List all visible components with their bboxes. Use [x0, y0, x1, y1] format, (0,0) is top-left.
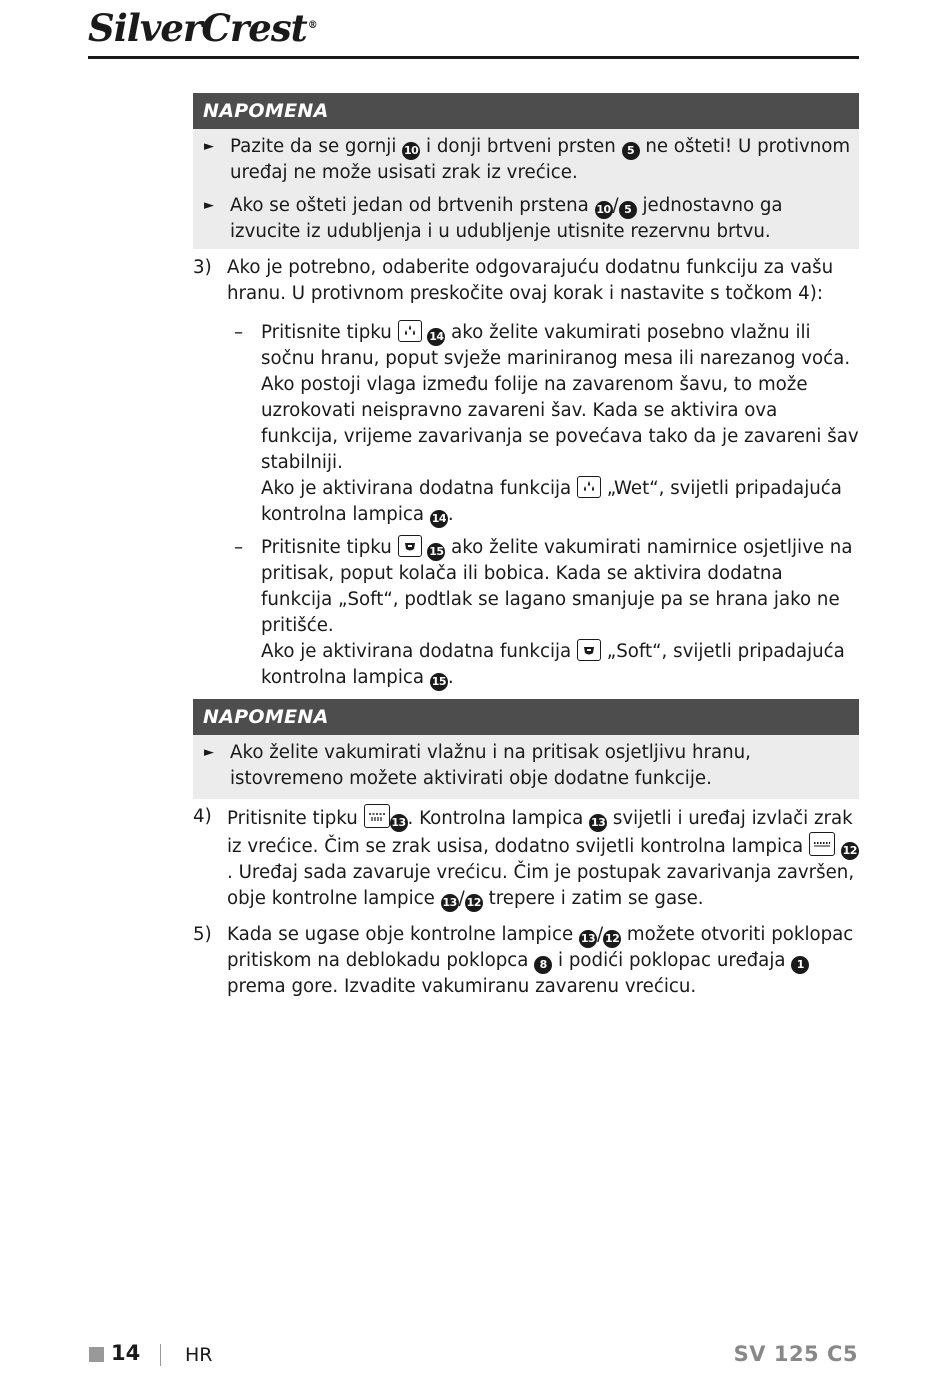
note-text: ne ošteti! U protivnom uređaj ne može usisati zrak iz vrećice.: [230, 136, 851, 183]
step-5: [193, 922, 859, 1000]
reference-number: 5: [619, 201, 637, 219]
step-text: Kada se ugase obje kontrolne lampice: [227, 924, 574, 945]
page-content: [193, 93, 859, 1000]
language-code: HR: [185, 1344, 213, 1366]
triangle-right-icon: ►: [204, 198, 214, 213]
sub-text: „Wet“, svijetli pripadajuća kontrolna lampica: [261, 478, 842, 525]
sub-text: ako želite vakumirati posebno vlažnu ili sočnu hranu, poput svježe mariniranog mesa ili narezanog voća.: [261, 322, 851, 369]
note-text: Ako se ošteti jedan od brtvenih prstena: [230, 195, 589, 216]
sub-text: Pritisnite tipku: [261, 322, 392, 343]
note-title: NAPOMENA: [193, 93, 859, 129]
step-text: Ako je potrebno, odaberite odgovarajuću dodatnu funkciju za vašu hranu. U protivnom preskočite ovaj korak i nastavite s točkom 4):: [227, 257, 834, 304]
note-text: jednostavno ga izvucite iz udubljenja i u udubljenje utisnite rezervnu brtvu.: [230, 195, 783, 242]
footer-divider: [160, 1344, 161, 1366]
water-drops-icon: [577, 476, 601, 498]
sub-text: Ako je aktivirana dodatna funkcija: [261, 478, 572, 499]
sub-text: Ako postoji vlaga između folije na zavarenom šavu, to može uzrokovati neispravno zavareni šav. Kada se aktivira ova funkcija, vrijeme zavarivanja se povećava tako da je zavareni šav stabilniji.: [261, 374, 859, 473]
step-text: Pritisnite tipku: [227, 808, 358, 829]
reference-number: 15: [430, 673, 448, 691]
note-box: [193, 699, 859, 799]
sub-text: „Soft“, svijetli pripadajuća kontrolna lampica: [261, 641, 845, 688]
note-box: [193, 93, 859, 249]
step-text: trepere i zatim se gase.: [488, 888, 704, 909]
reference-number: 12: [603, 930, 621, 948]
note-item: [203, 740, 851, 792]
step-number: 5): [193, 924, 212, 945]
reference-number: 13: [390, 814, 408, 832]
step-4: [193, 804, 859, 912]
triangle-right-icon: ►: [204, 139, 214, 154]
dash-bullet: –: [234, 322, 244, 343]
reference-number: 1: [791, 956, 809, 974]
registered-mark: ®: [307, 19, 317, 31]
sub-text: Ako je aktivirana dodatna funkcija: [261, 641, 572, 662]
reference-number: 13: [589, 814, 607, 832]
note-text: Pazite da se gornji: [230, 136, 397, 157]
reference-number: 12: [841, 842, 859, 860]
step-text: prema gore. Izvadite vakumiranu zavarenu vrećicu.: [227, 976, 697, 997]
reference-number: 10: [402, 142, 420, 160]
note-text: Ako želite vakumirati vlažnu i na pritisak osjetljivu hranu, istovremeno možete aktivirati obje dodatne funkcije.: [230, 742, 751, 789]
punctuation: .: [447, 667, 454, 688]
brand-logo: [88, 6, 317, 50]
separator: /: [596, 924, 604, 945]
separator: /: [612, 195, 619, 216]
step-number: 3): [193, 257, 212, 278]
step-text: . Kontrolna lampica: [407, 808, 584, 829]
sub-text: ako želite vakumirati namirnice osjetljive na pritisak, poput kolača ili bobica. Kada se aktivira dodatna funkcija „Soft“, podtlak se lagano smanjuje pa se hrana jako ne pritišće.: [261, 537, 853, 636]
note-title: NAPOMENA: [193, 699, 859, 735]
seal-icon: [809, 832, 835, 856]
reference-number: 8: [534, 956, 552, 974]
note-body: [193, 129, 859, 249]
sub-item-wet: [193, 320, 859, 528]
sub-text: Pritisnite tipku: [261, 537, 392, 558]
note-body: [193, 735, 859, 799]
reference-number: 15: [427, 543, 445, 561]
reference-number: 5: [622, 142, 640, 160]
reference-number: 14: [430, 510, 448, 528]
vacuum-seal-icon: [364, 804, 390, 828]
water-drops-icon: [398, 320, 422, 342]
page-number: 14: [111, 1341, 141, 1365]
step-text: . Uređaj sada zavaruje vrećicu. Čim je postupak zavarivanja završen, obje kontrolne lampice: [227, 862, 855, 909]
sub-item-soft: [193, 535, 859, 691]
step-text: i podići poklopac uređaja: [558, 950, 786, 971]
note-item: [203, 193, 851, 245]
step-number: 4): [193, 806, 212, 827]
triangle-right-icon: ►: [204, 745, 214, 760]
model-number: SV 125 C5: [733, 1342, 858, 1366]
step-text: svijetli i uređaj izvlači zrak iz vrećice. Čim se zrak usisa, dodatno svijetli kontrolna lampica: [227, 808, 853, 857]
punctuation: .: [447, 504, 454, 525]
reference-number: 13: [579, 930, 597, 948]
footer-square-icon: [89, 1347, 104, 1362]
reference-number: 10: [595, 201, 613, 219]
brand-logo-text: SilverCrest: [88, 6, 307, 50]
step-text: možete otvoriti poklopac pritiskom na deblokadu poklopca: [227, 924, 854, 971]
reference-number: 13: [441, 894, 459, 912]
note-text: i donji brtveni prsten: [425, 136, 616, 157]
soft-pressure-icon: [398, 535, 422, 557]
dash-bullet: –: [234, 537, 244, 558]
step-3: [193, 255, 859, 307]
header-rule: [88, 56, 859, 59]
separator: /: [458, 888, 465, 909]
reference-number: 12: [465, 894, 483, 912]
soft-pressure-icon: [577, 639, 601, 661]
reference-number: 14: [427, 328, 445, 346]
note-item: [203, 134, 851, 186]
